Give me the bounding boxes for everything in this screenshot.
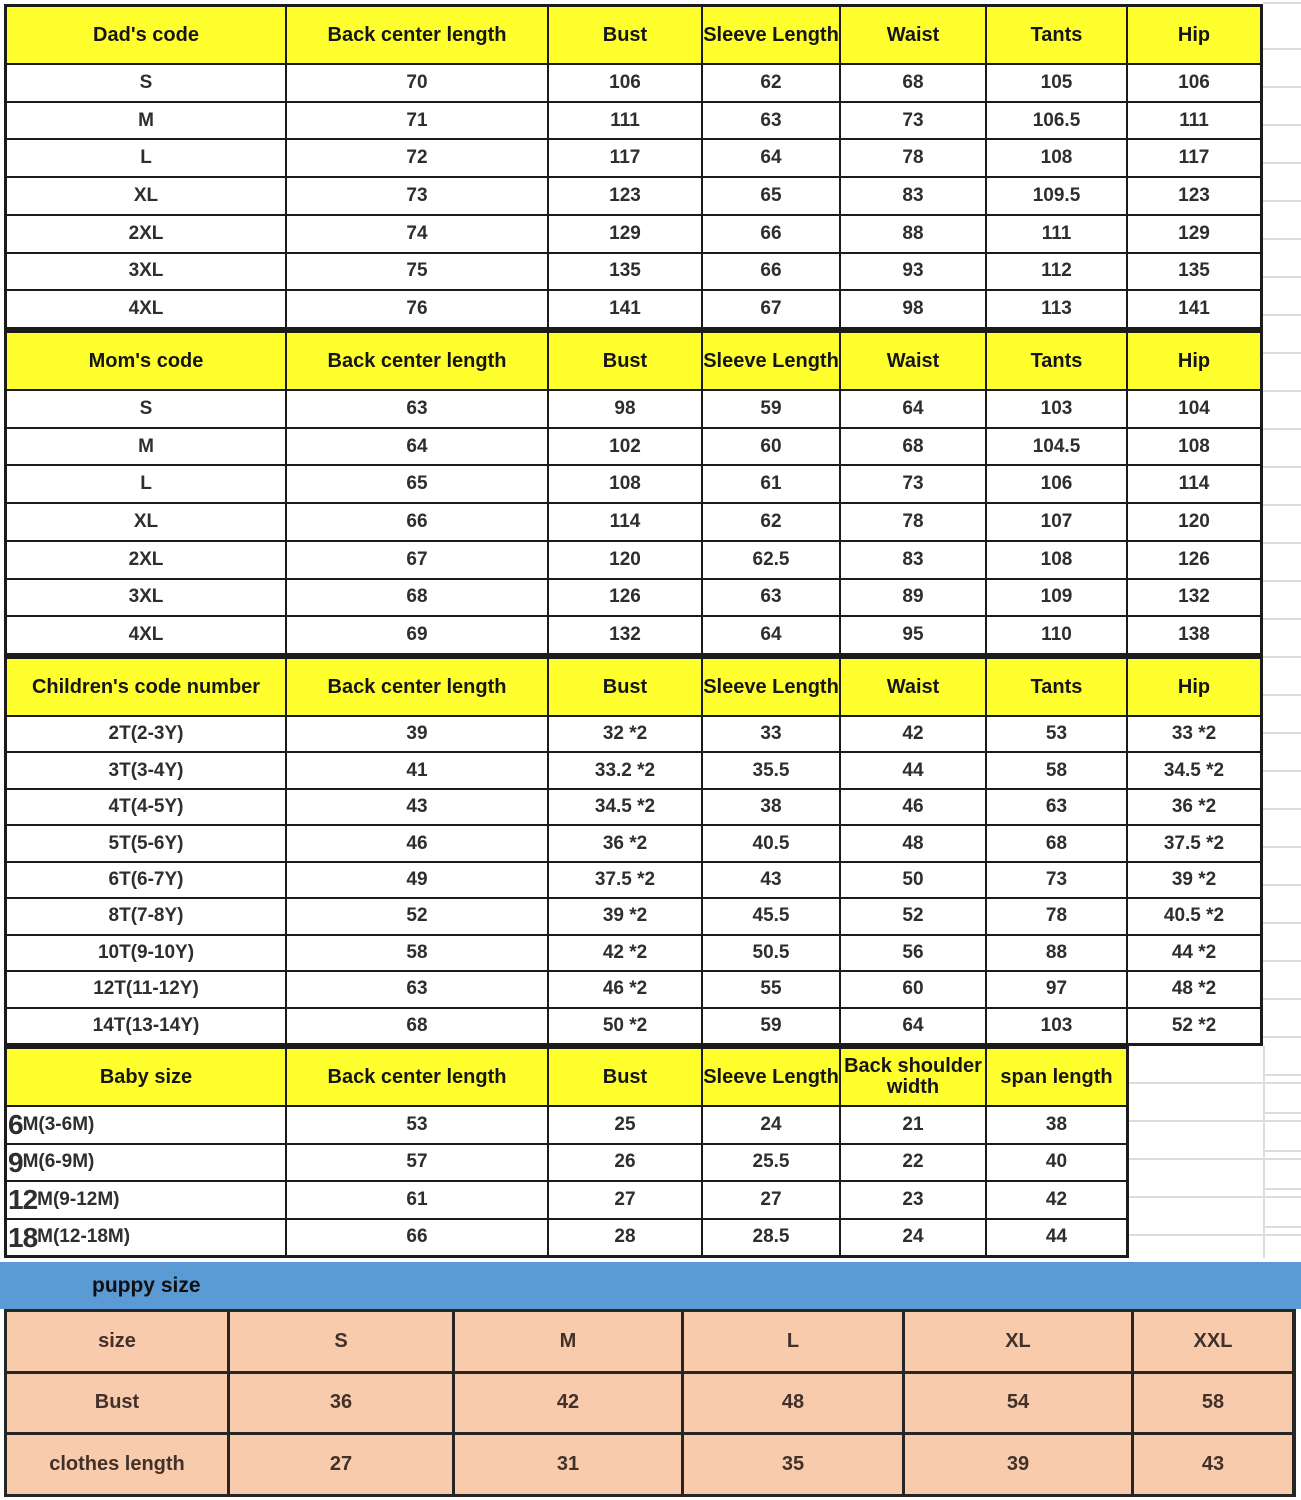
header-cell: Waist: [841, 333, 985, 389]
data-cell: 48: [841, 826, 985, 860]
data-cell: 66: [287, 1220, 547, 1256]
data-cell: 83: [841, 178, 985, 214]
childrens-size-table: [4, 656, 1263, 1046]
data-cell: 38: [703, 790, 839, 824]
row-label: 2XL: [7, 216, 285, 252]
header-cell: Tants: [987, 659, 1126, 715]
data-cell: 132: [1128, 580, 1260, 616]
data-cell: 108: [987, 542, 1126, 578]
data-cell: 106: [987, 466, 1126, 502]
data-cell: 103: [987, 391, 1126, 427]
data-cell: 33 *2: [1128, 717, 1260, 751]
data-cell: 46: [841, 790, 985, 824]
data-cell: 27: [549, 1182, 701, 1218]
data-cell: 42: [841, 717, 985, 751]
data-cell: 37.5 *2: [1128, 826, 1260, 860]
data-cell: 73: [287, 178, 547, 214]
data-cell: 129: [549, 216, 701, 252]
data-cell: 67: [703, 291, 839, 327]
row-label: clothes length: [7, 1435, 227, 1494]
row-label: 3XL: [7, 580, 285, 616]
data-cell: 40.5: [703, 826, 839, 860]
data-cell: 110: [987, 617, 1126, 653]
data-cell: 48 *2: [1128, 972, 1260, 1006]
row-label: [7, 1220, 285, 1256]
header-cell: Sleeve Length: [703, 1049, 839, 1105]
data-cell: 43: [703, 863, 839, 897]
header-cell: Waist: [841, 7, 985, 63]
data-cell: 120: [549, 542, 701, 578]
data-cell: 67: [287, 542, 547, 578]
row-label: 10T(9-10Y): [7, 936, 285, 970]
data-cell: 40: [987, 1145, 1126, 1181]
data-cell: 61: [703, 466, 839, 502]
row-label-number: 12: [8, 1184, 38, 1216]
data-cell: 55: [703, 972, 839, 1006]
data-cell: 78: [841, 140, 985, 176]
data-cell: 68: [841, 65, 985, 101]
row-label: 4T(4-5Y): [7, 790, 285, 824]
data-cell: 49: [287, 863, 547, 897]
data-cell: 63: [287, 391, 547, 427]
header-cell: Sleeve Length: [703, 659, 839, 715]
data-cell: 52: [287, 899, 547, 933]
data-cell: 66: [287, 504, 547, 540]
data-cell: 24: [703, 1107, 839, 1143]
data-cell: 111: [987, 216, 1126, 252]
data-cell: 102: [549, 429, 701, 465]
data-cell: 42: [455, 1374, 681, 1433]
row-label: 14T(13-14Y): [7, 1009, 285, 1043]
row-label: [7, 1145, 285, 1181]
data-cell: 107: [987, 504, 1126, 540]
data-cell: 37.5 *2: [549, 863, 701, 897]
data-cell: 126: [1128, 542, 1260, 578]
data-cell: 38: [987, 1107, 1126, 1143]
data-cell: 108: [987, 140, 1126, 176]
header-cell: Sleeve Length: [703, 333, 839, 389]
data-cell: 59: [703, 1009, 839, 1043]
data-cell: 39 *2: [1128, 863, 1260, 897]
data-cell: 62.5: [703, 542, 839, 578]
data-cell: 50: [841, 863, 985, 897]
data-cell: 58: [987, 753, 1126, 787]
data-cell: 57: [287, 1145, 547, 1181]
header-cell: Mom's code: [7, 333, 285, 389]
header-cell: Bust: [549, 659, 701, 715]
row-label: S: [7, 391, 285, 427]
row-label: 5T(5-6Y): [7, 826, 285, 860]
data-cell: 36 *2: [1128, 790, 1260, 824]
data-cell: 63: [287, 972, 547, 1006]
data-cell: 78: [987, 899, 1126, 933]
data-cell: 22: [841, 1145, 985, 1181]
row-label: L: [7, 466, 285, 502]
data-cell: 93: [841, 254, 985, 290]
data-cell: 26: [549, 1145, 701, 1181]
data-cell: 58: [1134, 1374, 1292, 1433]
data-cell: 53: [287, 1107, 547, 1143]
header-cell: S: [230, 1312, 452, 1371]
data-cell: 135: [549, 254, 701, 290]
data-cell: 63: [703, 103, 839, 139]
row-label-suffix: M(3-6M): [22, 1113, 95, 1135]
data-cell: 75: [287, 254, 547, 290]
data-cell: 64: [703, 140, 839, 176]
data-cell: 97: [987, 972, 1126, 1006]
dads-size-table: [4, 4, 1263, 330]
data-cell: 43: [1134, 1435, 1292, 1494]
data-cell: 88: [987, 936, 1126, 970]
data-cell: 72: [287, 140, 547, 176]
data-cell: 78: [841, 504, 985, 540]
data-cell: 27: [230, 1435, 452, 1494]
data-cell: 106: [549, 65, 701, 101]
row-label-number: 6: [8, 1109, 23, 1141]
row-label: M: [7, 429, 285, 465]
data-cell: 89: [841, 580, 985, 616]
data-cell: 98: [549, 391, 701, 427]
data-cell: 141: [549, 291, 701, 327]
data-cell: 53: [987, 717, 1126, 751]
data-cell: 95: [841, 617, 985, 653]
data-cell: 50.5: [703, 936, 839, 970]
data-cell: 25.5: [703, 1145, 839, 1181]
header-cell: Sleeve Length: [703, 7, 839, 63]
data-cell: 68: [987, 826, 1126, 860]
data-cell: 39: [287, 717, 547, 751]
header-cell: Baby size: [7, 1049, 285, 1105]
data-cell: 63: [703, 580, 839, 616]
header-cell: Hip: [1128, 333, 1260, 389]
header-cell: Back center length: [287, 659, 547, 715]
data-cell: 58: [287, 936, 547, 970]
data-cell: 48: [684, 1374, 902, 1433]
data-cell: 104: [1128, 391, 1260, 427]
row-label-number: 18: [8, 1221, 38, 1253]
header-cell: span length: [987, 1049, 1126, 1105]
data-cell: 44 *2: [1128, 936, 1260, 970]
data-cell: 73: [841, 466, 985, 502]
data-cell: 46 *2: [549, 972, 701, 1006]
header-cell: XXL: [1134, 1312, 1292, 1371]
data-cell: 33: [703, 717, 839, 751]
data-cell: 88: [841, 216, 985, 252]
data-cell: 28.5: [703, 1220, 839, 1256]
row-label: [7, 1182, 285, 1218]
data-cell: 43: [287, 790, 547, 824]
data-cell: 40.5 *2: [1128, 899, 1260, 933]
data-cell: 123: [549, 178, 701, 214]
data-cell: 59: [703, 391, 839, 427]
data-cell: 36: [230, 1374, 452, 1433]
row-label: 3T(3-4Y): [7, 753, 285, 787]
data-cell: 35: [684, 1435, 902, 1494]
puppy-size-banner-label: puppy size: [92, 1273, 201, 1297]
data-cell: 42: [987, 1182, 1126, 1218]
header-cell: Children's code number: [7, 659, 285, 715]
data-cell: 120: [1128, 504, 1260, 540]
row-label: 6T(6-7Y): [7, 863, 285, 897]
row-label: 2XL: [7, 542, 285, 578]
data-cell: 103: [987, 1009, 1126, 1043]
row-label: Bust: [7, 1374, 227, 1433]
data-cell: 62: [703, 504, 839, 540]
baby-size-table: [4, 1046, 1129, 1258]
data-cell: 44: [987, 1220, 1126, 1256]
data-cell: 60: [841, 972, 985, 1006]
header-cell: Hip: [1128, 7, 1260, 63]
data-cell: 27: [703, 1182, 839, 1218]
header-cell: L: [684, 1312, 902, 1371]
header-cell: Tants: [987, 7, 1126, 63]
row-label: size: [7, 1312, 227, 1371]
row-label: 3XL: [7, 254, 285, 290]
data-cell: 24: [841, 1220, 985, 1256]
data-cell: 45.5: [703, 899, 839, 933]
data-cell: 104.5: [987, 429, 1126, 465]
data-cell: 70: [287, 65, 547, 101]
data-cell: 73: [841, 103, 985, 139]
row-label: XL: [7, 178, 285, 214]
data-cell: 34.5 *2: [1128, 753, 1260, 787]
data-cell: 112: [987, 254, 1126, 290]
header-cell: Bust: [549, 333, 701, 389]
data-cell: 64: [703, 617, 839, 653]
data-cell: 111: [549, 103, 701, 139]
data-cell: 69: [287, 617, 547, 653]
data-cell: 117: [1128, 140, 1260, 176]
data-cell: 76: [287, 291, 547, 327]
header-cell: Dad's code: [7, 7, 285, 63]
row-label-suffix: M(9-12M): [37, 1188, 120, 1210]
data-cell: 123: [1128, 178, 1260, 214]
data-cell: 68: [841, 429, 985, 465]
data-cell: 25: [549, 1107, 701, 1143]
data-cell: 52: [841, 899, 985, 933]
data-cell: 32 *2: [549, 717, 701, 751]
header-cell: Back center length: [287, 7, 547, 63]
data-cell: 65: [287, 466, 547, 502]
data-cell: 98: [841, 291, 985, 327]
data-cell: 46: [287, 826, 547, 860]
data-cell: 66: [703, 216, 839, 252]
data-cell: 64: [841, 391, 985, 427]
header-cell: Back shoulder width: [841, 1049, 985, 1105]
row-label: S: [7, 65, 285, 101]
data-cell: 114: [549, 504, 701, 540]
header-cell: Back center length: [287, 333, 547, 389]
header-cell: Back center length: [287, 1049, 547, 1105]
data-cell: 64: [287, 429, 547, 465]
data-cell: 141: [1128, 291, 1260, 327]
row-label: 4XL: [7, 291, 285, 327]
data-cell: 132: [549, 617, 701, 653]
data-cell: 34.5 *2: [549, 790, 701, 824]
data-cell: 60: [703, 429, 839, 465]
data-cell: 73: [987, 863, 1126, 897]
data-cell: 35.5: [703, 753, 839, 787]
data-cell: 106: [1128, 65, 1260, 101]
data-cell: 52 *2: [1128, 1009, 1260, 1043]
data-cell: 63: [987, 790, 1126, 824]
data-cell: 68: [287, 580, 547, 616]
data-cell: 105: [987, 65, 1126, 101]
header-cell: Tants: [987, 333, 1126, 389]
row-label: XL: [7, 504, 285, 540]
row-label: M: [7, 103, 285, 139]
data-cell: 109: [987, 580, 1126, 616]
data-cell: 114: [1128, 466, 1260, 502]
data-cell: 71: [287, 103, 547, 139]
row-label-suffix: M(12-18M): [37, 1226, 131, 1248]
data-cell: 41: [287, 753, 547, 787]
data-cell: 109.5: [987, 178, 1126, 214]
row-label: 8T(7-8Y): [7, 899, 285, 933]
data-cell: 126: [549, 580, 701, 616]
row-label: 2T(2-3Y): [7, 717, 285, 751]
row-label: 12T(11-12Y): [7, 972, 285, 1006]
data-cell: 39 *2: [549, 899, 701, 933]
data-cell: 117: [549, 140, 701, 176]
data-cell: 31: [455, 1435, 681, 1494]
data-cell: 64: [841, 1009, 985, 1043]
data-cell: 23: [841, 1182, 985, 1218]
data-cell: 33.2 *2: [549, 753, 701, 787]
row-label: [7, 1107, 285, 1143]
data-cell: 108: [549, 466, 701, 502]
data-cell: 66: [703, 254, 839, 290]
row-label-suffix: M(6-9M): [22, 1151, 95, 1173]
data-cell: 42 *2: [549, 936, 701, 970]
data-cell: 21: [841, 1107, 985, 1143]
data-cell: 61: [287, 1182, 547, 1218]
puppy-size-banner: [0, 1262, 1301, 1309]
data-cell: 74: [287, 216, 547, 252]
row-label: L: [7, 140, 285, 176]
data-cell: 44: [841, 753, 985, 787]
header-cell: Hip: [1128, 659, 1260, 715]
data-cell: 36 *2: [549, 826, 701, 860]
data-cell: 129: [1128, 216, 1260, 252]
data-cell: 106.5: [987, 103, 1126, 139]
data-cell: 83: [841, 542, 985, 578]
row-label: 4XL: [7, 617, 285, 653]
puppy-size-table: [4, 1309, 1296, 1497]
header-cell: Bust: [549, 1049, 701, 1105]
data-cell: 138: [1128, 617, 1260, 653]
data-cell: 28: [549, 1220, 701, 1256]
moms-size-table: [4, 330, 1263, 656]
data-cell: 56: [841, 936, 985, 970]
data-cell: 62: [703, 65, 839, 101]
data-cell: 68: [287, 1009, 547, 1043]
spreadsheet-gridlines-baby: [1129, 1046, 1301, 1258]
data-cell: 111: [1128, 103, 1260, 139]
header-cell: Waist: [841, 659, 985, 715]
data-cell: 39: [905, 1435, 1131, 1494]
data-cell: 135: [1128, 254, 1260, 290]
data-cell: 50 *2: [549, 1009, 701, 1043]
header-cell: Bust: [549, 7, 701, 63]
data-cell: 113: [987, 291, 1126, 327]
header-cell: XL: [905, 1312, 1131, 1371]
data-cell: 108: [1128, 429, 1260, 465]
row-label-number: 9: [8, 1146, 23, 1178]
data-cell: 65: [703, 178, 839, 214]
header-cell: M: [455, 1312, 681, 1371]
data-cell: 54: [905, 1374, 1131, 1433]
